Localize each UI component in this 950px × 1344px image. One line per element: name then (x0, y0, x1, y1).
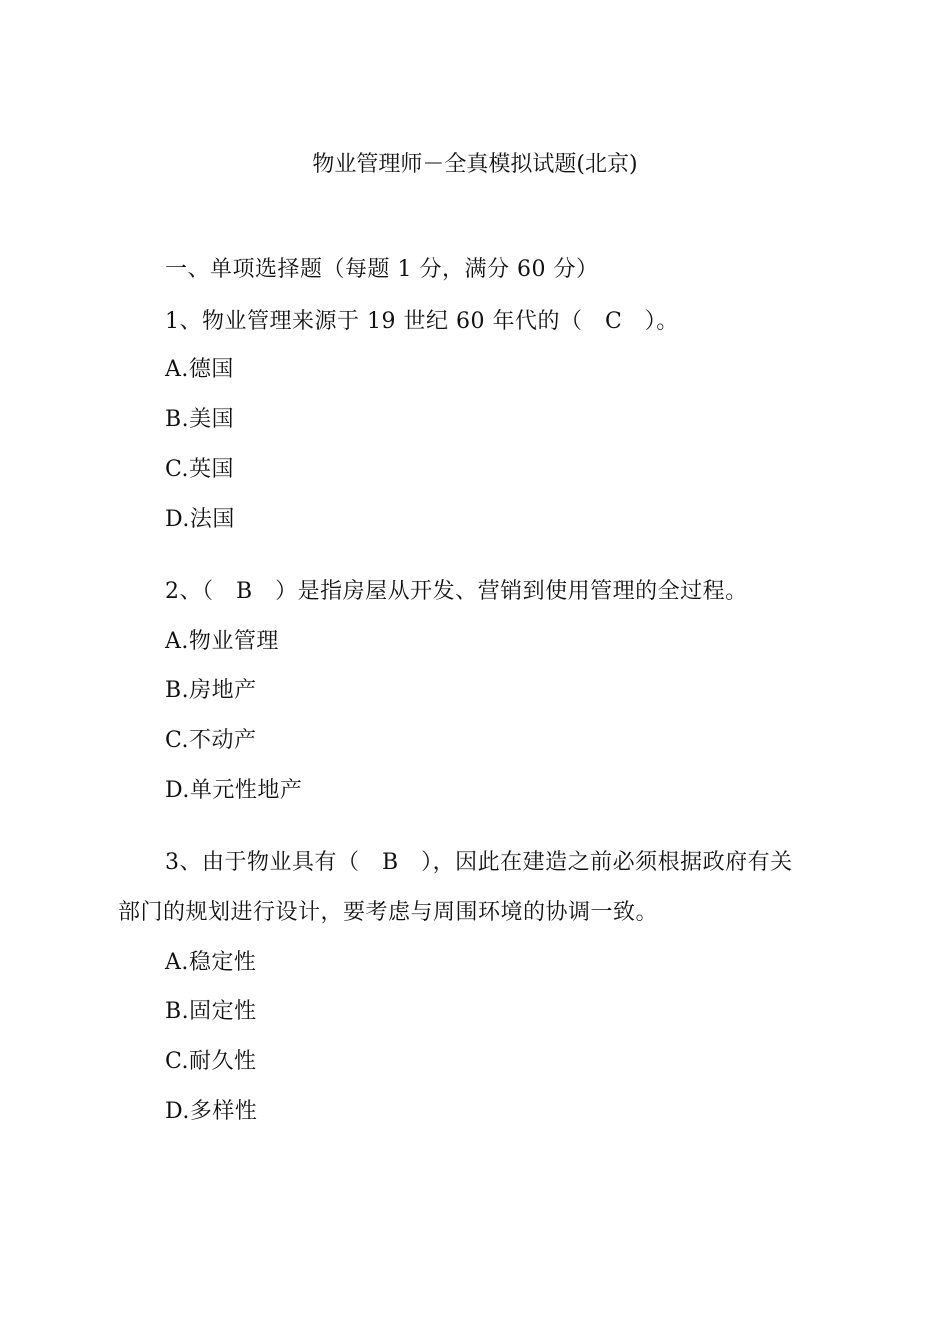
question-1-option-a: A.德国 (165, 357, 234, 382)
question-3-option-d: D.多样性 (165, 1099, 258, 1124)
document-title: 物业管理师－全真模拟试题(北京) (312, 152, 638, 177)
question-3-stem-line-1: 3、由于物业具有（ B ），因此在建造之前必须根据政府有关 (165, 850, 793, 875)
question-2-option-b: B.房地产 (165, 678, 257, 703)
question-1-option-d: D.法国 (165, 507, 235, 532)
question-3-option-a: A.稳定性 (165, 950, 257, 975)
question-2-stem: 2、（ B ）是指房屋从开发、营销到使用管理的全过程。 (165, 579, 748, 604)
section-heading: 一、单项选择题（每题 1 分，满分 60 分） (165, 257, 599, 282)
question-1-option-b: B.美国 (165, 407, 235, 432)
question-2-option-a: A.物业管理 (165, 629, 279, 654)
question-3-option-c: C.耐久性 (165, 1049, 257, 1074)
question-3-option-b: B.固定性 (165, 999, 257, 1024)
question-1-option-c: C.英国 (165, 457, 235, 482)
question-2-option-c: C.不动产 (165, 728, 257, 753)
question-3-stem-line-2: 部门的规划进行设计，要考虑与周围环境的协调一致。 (118, 900, 659, 925)
question-2-option-d: D.单元性地产 (165, 778, 303, 803)
question-1-stem: 1、物业管理来源于 19 世纪 60 年代的（ C ）。 (165, 309, 679, 334)
